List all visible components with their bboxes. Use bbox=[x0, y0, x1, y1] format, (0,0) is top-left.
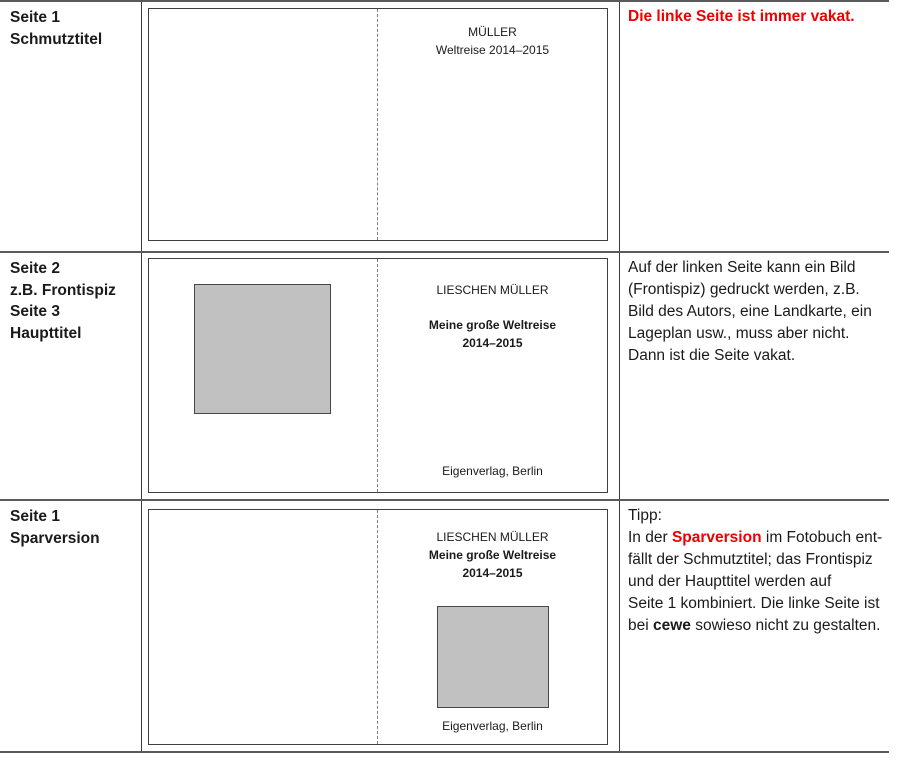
row3-label-cell bbox=[0, 501, 142, 751]
row2-note-cell bbox=[620, 253, 889, 499]
row1-note-cell bbox=[620, 2, 889, 251]
row3-note-line2 bbox=[628, 527, 883, 549]
cewe-brand-bold: cewe bbox=[653, 617, 691, 634]
row3-note-line5: Seite 1 kombiniert. Die linke Seite ist bbox=[628, 595, 880, 612]
row3-left-page-vakat bbox=[149, 510, 378, 744]
row3-note-line2-part2: im Fotobuch ent- bbox=[761, 529, 883, 546]
row3-label-line1: Seite 1 bbox=[10, 508, 60, 525]
row3-note-line6-part2: sowieso nicht zu gestalten. bbox=[690, 617, 881, 634]
row3-note-line6-part1: bei bbox=[628, 617, 653, 634]
row1-spread-cell bbox=[142, 2, 620, 251]
row2-note-line5: Dann ist die Seite vakat. bbox=[628, 347, 796, 364]
row1-note-text: Die linke Seite ist immer vakat. bbox=[628, 8, 855, 25]
row3-publisher: Eigenverlag, Berlin bbox=[442, 719, 543, 733]
table-row-sparversion bbox=[0, 501, 889, 753]
sparversion-highlight: Sparversion bbox=[671, 529, 762, 546]
row3-book-title-line1: Meine große Weltreise bbox=[428, 548, 557, 562]
row1-label-line1: Seite 1 bbox=[10, 9, 60, 26]
row3-note-line2-part1: In der bbox=[628, 529, 672, 546]
row2-note-line3: Bild des Autors, eine Landkarte, ein bbox=[628, 303, 872, 320]
sparversion-image-placeholder bbox=[437, 606, 549, 708]
row2-book-author: LIESCHEN MÜLLER bbox=[436, 283, 549, 297]
row3-note-line6 bbox=[628, 615, 883, 637]
book-spread-schmutztitel bbox=[148, 8, 608, 241]
row1-label-cell bbox=[0, 2, 142, 251]
row1-right-page-schmutztitel bbox=[378, 9, 607, 240]
row1-left-page-vakat bbox=[149, 9, 378, 240]
row2-label-line3: Seite 3 bbox=[10, 303, 60, 320]
row2-book-title-line2: 2014–2015 bbox=[462, 336, 523, 350]
row2-label-cell bbox=[0, 253, 142, 499]
row2-label-line2: z.B. Frontispiz bbox=[10, 281, 116, 299]
row1-label-line2: Schmutztitel bbox=[10, 30, 103, 48]
table-row-frontispiz-haupttitel bbox=[0, 253, 889, 501]
table-row-schmutztitel bbox=[0, 2, 889, 253]
row3-spread-cell bbox=[142, 501, 620, 751]
row1-book-title: Weltreise 2014–2015 bbox=[435, 43, 550, 57]
row3-note-line4: und der Haupttitel werden auf bbox=[628, 573, 832, 590]
book-spread-sparversion bbox=[148, 509, 608, 745]
row2-label-line4: Haupttitel bbox=[10, 324, 82, 342]
row3-note-line1: Tipp: bbox=[628, 507, 662, 524]
frontispiz-image-placeholder bbox=[194, 284, 331, 414]
row2-note-line2: (Frontispiz) gedruckt werden, z.B. bbox=[628, 281, 860, 298]
row3-note-line3: fällt der Schmutztitel; das Frontispiz bbox=[628, 551, 873, 568]
row3-book-title-line2: 2014–2015 bbox=[462, 566, 523, 580]
row2-right-page-haupttitel bbox=[378, 259, 607, 492]
row3-label-line2: Sparversion bbox=[10, 529, 100, 547]
row2-left-page-frontispiz bbox=[149, 259, 378, 492]
row2-label-line1: Seite 2 bbox=[10, 260, 60, 277]
row3-note-cell bbox=[620, 501, 889, 751]
row1-book-author: MÜLLER bbox=[468, 25, 517, 39]
row2-note-line4: Lageplan usw., muss aber nicht. bbox=[628, 325, 850, 342]
row2-publisher: Eigenverlag, Berlin bbox=[442, 464, 543, 478]
row2-book-title-line1: Meine große Weltreise bbox=[428, 318, 557, 332]
book-spread-haupttitel bbox=[148, 258, 608, 493]
row2-note-line1: Auf der linken Seite kann ein Bild bbox=[628, 259, 856, 276]
row2-spread-cell bbox=[142, 253, 620, 499]
row3-right-page-kombiniert bbox=[378, 510, 607, 744]
row3-book-author: LIESCHEN MÜLLER bbox=[436, 530, 549, 544]
